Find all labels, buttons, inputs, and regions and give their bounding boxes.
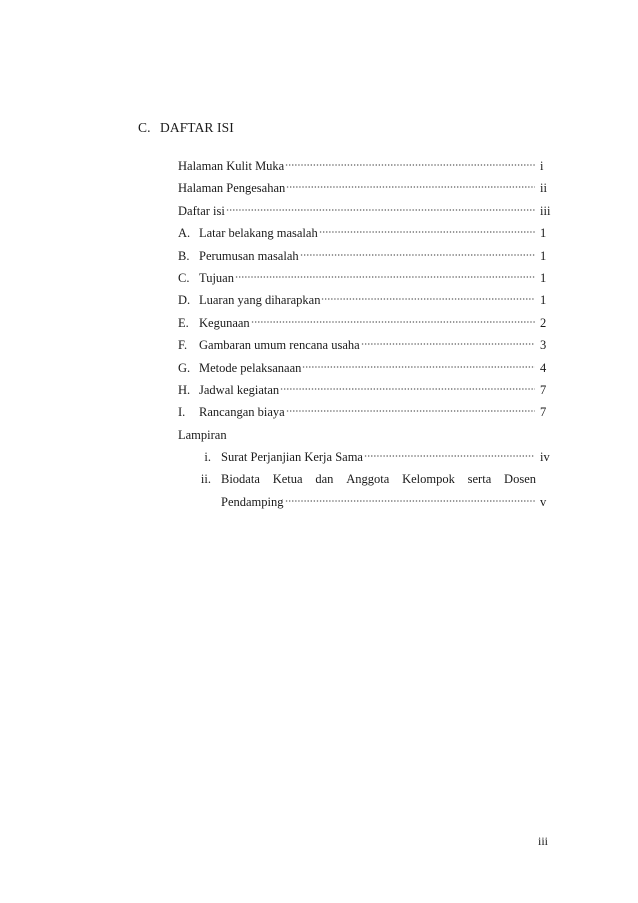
toc-entry-page: 3 xyxy=(540,338,547,353)
section-heading-title: DAFTAR ISI xyxy=(160,120,234,135)
toc-entry-letter: I. xyxy=(178,405,186,420)
toc-entry-title: Rancangan biaya xyxy=(199,405,285,420)
toc-dot-leader xyxy=(226,206,535,212)
toc-entry-section xyxy=(178,357,556,379)
toc-entry-letter: F. xyxy=(178,338,188,353)
toc-entry-title: Tujuan xyxy=(199,270,234,285)
toc-entry-word: Biodata xyxy=(221,472,260,487)
toc-entry-front xyxy=(178,200,556,222)
toc-entry-page: 7 xyxy=(540,405,547,420)
toc-entry-page: 1 xyxy=(540,248,547,263)
toc-entry-page: 2 xyxy=(540,315,547,330)
toc-dot-leader xyxy=(251,318,535,324)
toc-dot-leader xyxy=(361,340,535,346)
toc-entry-letter: C. xyxy=(178,270,190,285)
toc-entry-page: 1 xyxy=(540,270,547,285)
toc-entry-section xyxy=(178,222,556,244)
table-of-contents xyxy=(178,155,556,513)
toc-dot-leader xyxy=(285,497,536,503)
toc-dot-leader xyxy=(280,385,535,391)
toc-dot-leader xyxy=(286,407,535,413)
toc-entry-continuation xyxy=(178,491,556,513)
toc-entry-title: Jadwal kegiatan xyxy=(199,382,280,397)
toc-dot-leader xyxy=(286,183,535,189)
toc-dot-leader xyxy=(300,251,535,257)
toc-entry-page: 1 xyxy=(540,226,547,241)
toc-entry-letter: H. xyxy=(178,382,191,397)
toc-entry-letter: B. xyxy=(178,248,190,263)
toc-entry-letter: G. xyxy=(178,360,191,375)
toc-entry-word: serta xyxy=(467,472,492,487)
toc-entry-word: Kelompok xyxy=(402,472,455,487)
toc-entry-title: Gambaran umum rencana usaha xyxy=(199,338,360,353)
toc-entry-section xyxy=(178,312,556,334)
toc-entry-lampiran xyxy=(178,468,556,490)
toc-entry-title: Perumusan masalah xyxy=(199,248,299,263)
toc-entry-word: Anggota xyxy=(346,472,390,487)
toc-entry-letter: D. xyxy=(178,293,191,308)
toc-entry-section xyxy=(178,401,556,423)
toc-entry-numeral: i. xyxy=(204,450,211,465)
toc-entry-title: Pendamping xyxy=(221,494,284,509)
toc-entry-section xyxy=(178,379,556,401)
toc-entry-front xyxy=(178,177,556,199)
toc-dot-leader xyxy=(319,228,535,234)
page-number: iii xyxy=(538,834,549,848)
toc-dot-leader xyxy=(364,452,535,458)
toc-lampiran-title: Lampiran xyxy=(178,427,227,442)
toc-dot-leader xyxy=(235,273,535,279)
section-heading-number: C. xyxy=(138,120,151,135)
toc-entry-title: Surat Perjanjian Kerja Sama xyxy=(221,450,363,465)
toc-lampiran-label xyxy=(178,424,556,446)
toc-entry-page: iii xyxy=(540,203,551,218)
toc-entry-title: Metode pelaksanaan xyxy=(199,360,302,375)
toc-entry-letter: E. xyxy=(178,315,189,330)
toc-entry-word: Ketua xyxy=(272,472,303,487)
toc-entry-title-justified xyxy=(221,468,556,490)
toc-entry-page: i xyxy=(540,159,544,173)
toc-entry-page: 7 xyxy=(540,382,547,397)
toc-entry-title: Luaran yang diharapkan xyxy=(199,293,321,308)
toc-entry-page: 4 xyxy=(540,360,547,375)
toc-entry-page: v xyxy=(540,494,547,509)
toc-entry-title: Halaman Pengesahan xyxy=(178,181,286,196)
toc-entry-lampiran xyxy=(178,446,556,468)
toc-entry-word: dan xyxy=(315,472,334,487)
section-heading xyxy=(138,120,234,136)
toc-entry-section xyxy=(178,334,556,356)
toc-entry-front xyxy=(178,155,556,177)
toc-dot-leader xyxy=(285,161,535,167)
toc-entry-word: Dosen xyxy=(504,472,536,487)
toc-dot-leader xyxy=(302,363,535,369)
toc-entry-section xyxy=(178,289,556,311)
toc-entry-numeral: ii. xyxy=(200,472,211,487)
toc-entry-title: Latar belakang masalah xyxy=(199,226,318,241)
toc-entry-title: Kegunaan xyxy=(199,315,250,330)
toc-entry-letter: A. xyxy=(178,226,191,241)
toc-dot-leader xyxy=(321,295,535,301)
toc-entry-title: Halaman Kulit Muka xyxy=(178,159,285,173)
toc-entry-page: ii xyxy=(540,181,547,196)
toc-entry-title: Daftar isi xyxy=(178,203,225,218)
toc-entry-page: iv xyxy=(540,450,550,465)
toc-entry-section xyxy=(178,245,556,267)
toc-entry-section xyxy=(178,267,556,289)
toc-entry-page: 1 xyxy=(540,293,547,308)
